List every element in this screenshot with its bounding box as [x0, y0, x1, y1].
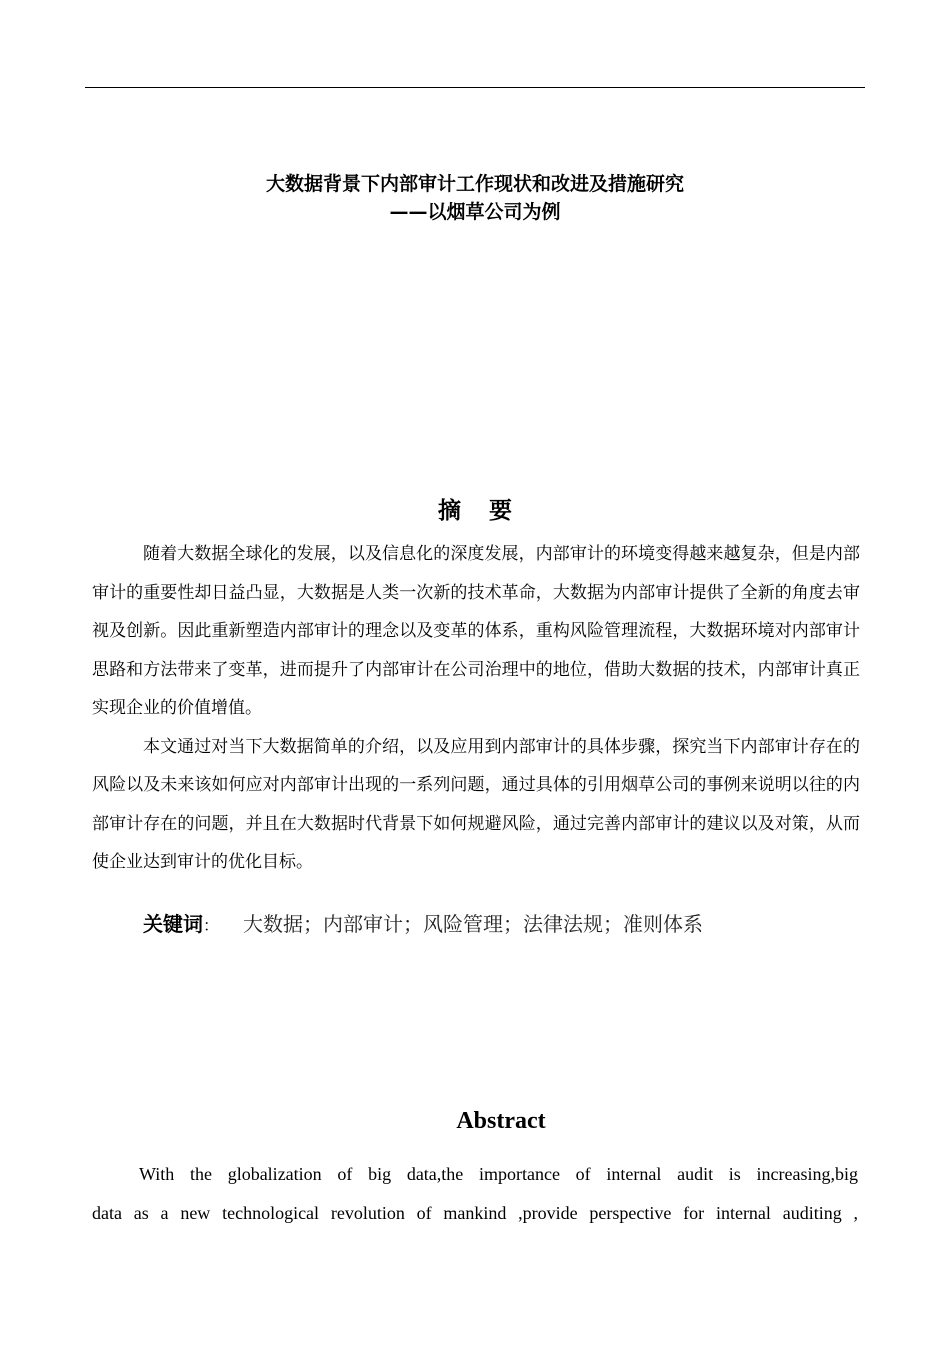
abstract-en-body [92, 1155, 858, 1232]
document-title [85, 170, 865, 226]
keywords-colon: ： [203, 916, 220, 935]
header-rule [85, 87, 865, 88]
abstract-cn-heading: 摘 要 [437, 498, 522, 524]
keywords-line [143, 904, 863, 946]
abstract-en-line-2: data as a new technological revolution of mankind ,provide perspective for internal auditing , [92, 1202, 858, 1223]
keywords-values: 大数据；内部审计；风险管理；法律法规；准则体系 [243, 912, 704, 936]
title-main: 大数据背景下内部审计工作现状和改进及措施研究 [265, 173, 684, 195]
keywords-label: 关键词 [143, 912, 203, 936]
abstract-en-heading: Abstract [456, 1108, 546, 1134]
abstract-en-line-1: With the globalization of big data,the importance of internal audit is increasing,big [139, 1164, 858, 1184]
abstract-cn-body [92, 535, 860, 882]
title-subtitle: ——以烟草公司为例 [389, 201, 561, 223]
abstract-cn-paragraph-1: 随着大数据全球化的发展，以及信息化的深度发展，内部审计的环境变得越来越复杂，但是内部审计的重要性却日益凸显，大数据是人类一次新的技术革命，大数据为内部审计提供了全新的角度去审视及创新。因此重新塑造内部审计的理念以及变革的体系，重构风险管理流程，大数据环境对内部审计思路和方法带来了变革，进而提升了内部审计在公司治理中的地位，借助大数据的技术，内部审计真正实现企业的价值增值。 [92, 544, 860, 718]
abstract-cn-paragraph-2: 本文通过对当下大数据简单的介绍，以及应用到内部审计的具体步骤，探究当下内部审计存在的风险以及未来该如何应对内部审计出现的一系列问题，通过具体的引用烟草公司的事例来说明以往的内部审计存在的问题，并且在大数据时代背景下如何规避风险，通过完善内部审计的建议以及对策，从而使企业达到审计的优化目标。 [92, 736, 860, 872]
